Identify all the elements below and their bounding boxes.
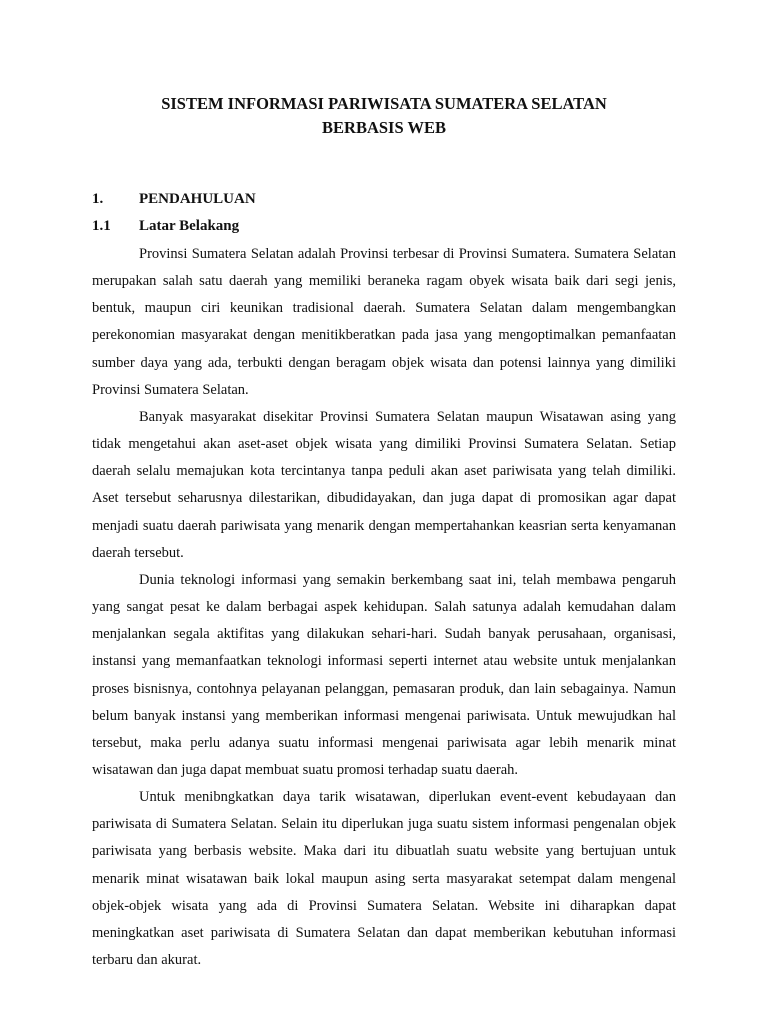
paragraph: Untuk menibngkatkan daya tarik wisatawan, diperlukan event-event kebudayaan dan pariwisata di Sumatera Selatan. Selain itu diperlukan juga suatu sistem informasi pengenalan objek pariwisata yang berbasis website. Maka dari itu dibuatlah suatu website yang bertujuan untuk menarik minat wisatawan baik lokal maupun asing serta masyarakat setempat dalam mengenal objek-objek wisata yang ada di Provinsi Sumatera Selatan. Website ini diharapkan dapat meningkatkan aset pariwisata di Sumatera Selatan dan dapat memberikan kebutuhan informasi terbaru dan akurat.	[92, 789, 676, 969]
subsection-heading	[92, 216, 239, 236]
section-title: PENDAHULUAN	[139, 191, 256, 207]
body-text	[92, 241, 676, 974]
paragraph: Dunia teknologi informasi yang semakin berkembang saat ini, telah membawa pengaruh yang sangat pesat ke dalam berbagai aspek kehidupan. Salah satunya adalah kemudahan dalam menjalankan segala aktifitas yang dilakukan sehari-hari. Sudah banyak perusahaan, organisasi, instansi yang memanfaatkan teknologi informasi seperti internet atau website untuk menjalankan proses bisnisnya, contohnya pelayanan pelanggan, pemasaran produk, dan lain sebagainya. Namun belum banyak instansi yang memberikan informasi mengenai pariwisata. Untuk mewujudkan hal tersebut, maka perlu adanya suatu informasi mengenai pariwisata agar lebih menarik minat wisatawan dan juga dapat membuat suatu promosi terhadap suatu daerah.	[92, 571, 676, 778]
subsection-number: 1.1	[92, 218, 111, 234]
paragraph: Banyak masyarakat disekitar Provinsi Sumatera Selatan maupun Wisatawan asing yang tidak mengetahui akan aset-aset objek wisata yang dimiliki Provinsi Sumatera Selatan. Setiap daerah selalu memajukan kota tercintanya tanpa peduli akan aset pariwisata yang telah dimiliki. Aset tersebut seharusnya dilestarikan, dibudidayakan, dan juga dapat di promosikan agar dapat menjadi suatu daerah pariwisata yang menarik dengan mempertahankan keasrian serta kenyamanan daerah tersebut.	[92, 408, 676, 561]
document-title-line-2: BERBASIS WEB	[322, 118, 446, 137]
section-heading	[92, 189, 256, 209]
document-title-line-1: SISTEM INFORMASI PARIWISATA SUMATERA SELATAN	[161, 94, 607, 113]
subsection-title: Latar Belakang	[139, 218, 240, 234]
section-number: 1.	[92, 191, 104, 207]
paragraph: Provinsi Sumatera Selatan adalah Provinsi terbesar di Provinsi Sumatera. Sumatera Selatan merupakan salah satu daerah yang memiliki beraneka ragam obyek wisata baik dari segi jenis, bentuk, maupun ciri keunikan tradisional daerah. Sumatera Selatan dalam mengembangkan perekonomian masyarakat dengan menitikberatkan pada jasa yang mengoptimalkan pemanfaatan sumber daya yang ada, terbukti dengan beragam objek wisata dan potensi lainnya yang dimiliki Provinsi Sumatera Selatan.	[92, 246, 676, 398]
